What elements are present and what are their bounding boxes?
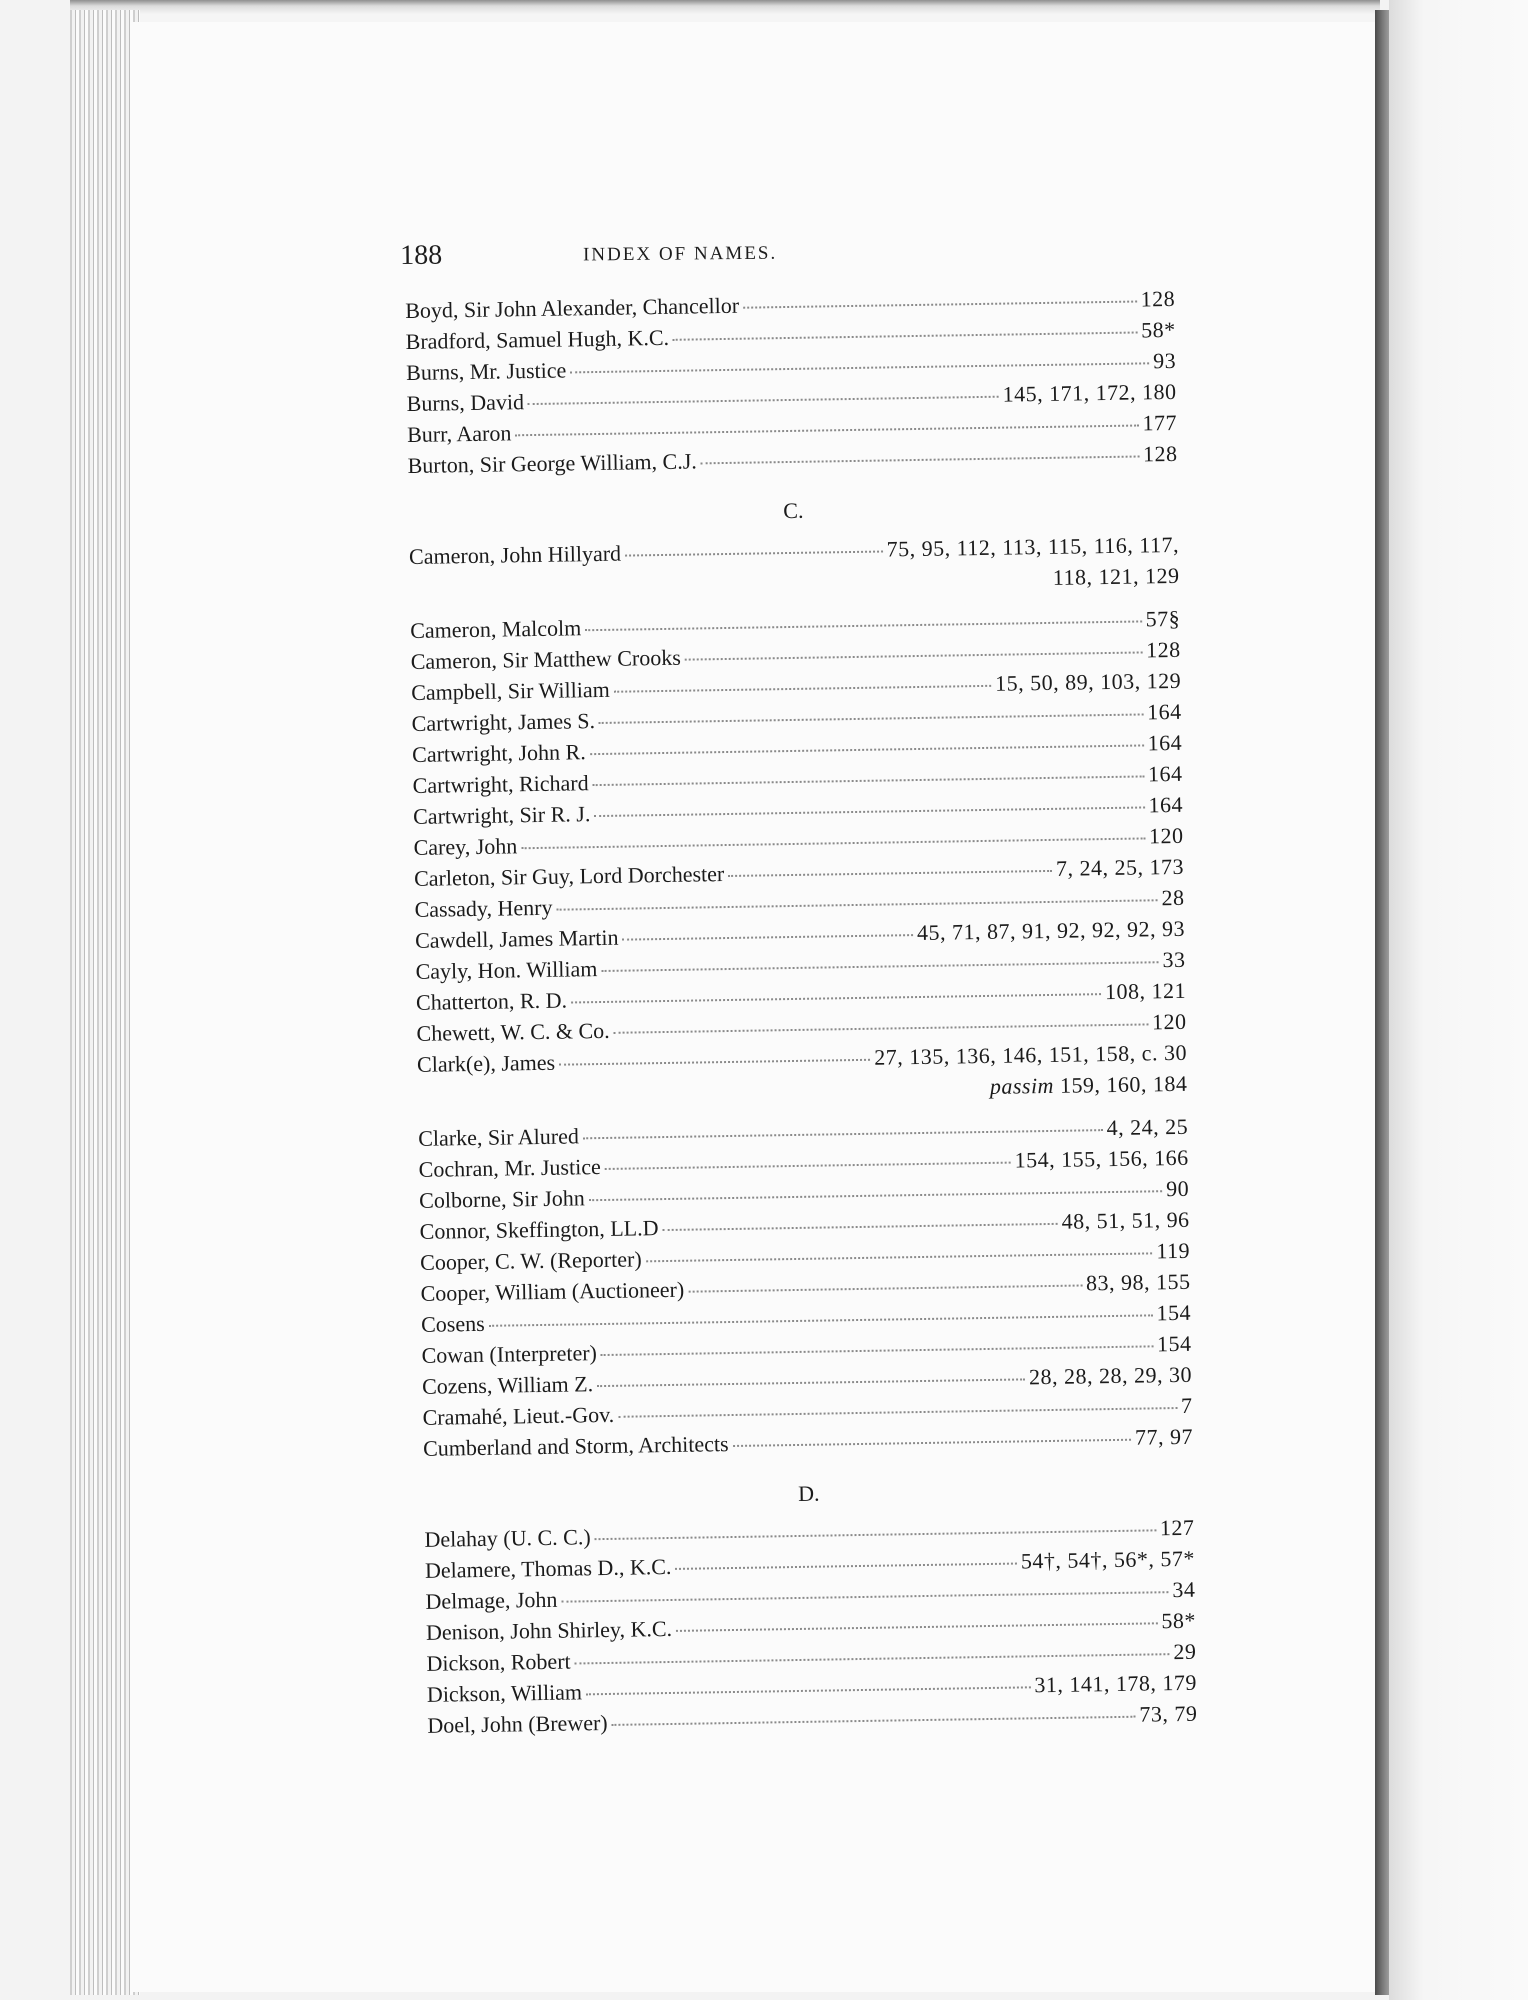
entry-name: Cawdell, James Martin (414, 924, 619, 953)
entry-pages: 127 (1159, 1514, 1195, 1541)
entry-name: Denison, John Shirley, K.C. (425, 1615, 673, 1645)
entry-pages: 73, 79 (1139, 1700, 1198, 1727)
entry-name: Cartwright, Sir R. J. (412, 801, 591, 829)
entry-name: Cochran, Mr. Justice (418, 1154, 601, 1182)
entry-continuation-pages: 118, 121, 129 (1052, 562, 1180, 590)
section-letter-c: C. (783, 497, 804, 524)
section-letter-d: D. (797, 1480, 820, 1506)
dot-leader (561, 1590, 1168, 1603)
dot-leader (612, 1715, 1136, 1726)
entry-pages: 128 (1140, 285, 1176, 312)
entry-pages: 34 (1172, 1576, 1196, 1603)
entry-pages: 177 (1142, 409, 1178, 436)
entry-name: Cosens (420, 1310, 485, 1337)
dot-leader (673, 331, 1137, 341)
dot-leader (583, 1128, 1103, 1139)
dot-leader (605, 1161, 1011, 1170)
entry-pages: 154 (1156, 1330, 1192, 1357)
entry-name: Burr, Aaron (406, 420, 512, 447)
entry-name: Bradford, Samuel Hugh, K.C. (405, 324, 670, 354)
book-gutter (1375, 10, 1389, 1995)
entry-name: Burns, Mr. Justice (405, 357, 567, 385)
entry-pages: 48, 51, 51, 96 (1061, 1206, 1190, 1234)
dot-leader (586, 1685, 1030, 1695)
dot-leader (585, 619, 1141, 631)
entry-name: Carleton, Sir Guy, Lord Dorchester (413, 861, 725, 891)
running-head: INDEX OF NAMES. (582, 242, 778, 266)
dot-leader (733, 1438, 1131, 1447)
entry-name: Cayly, Hon. William (415, 956, 598, 984)
book-top-edge (70, 0, 1380, 22)
entry-pages: 119 (1156, 1237, 1191, 1264)
entry-pages: 145, 171, 172, 180 (1002, 378, 1177, 407)
dot-leader (618, 1406, 1177, 1418)
dot-leader (663, 1222, 1058, 1231)
entry-name: Dickson, William (426, 1679, 583, 1707)
dot-leader (601, 960, 1158, 972)
entry-name: Cameron, Malcolm (410, 615, 582, 643)
entry-name: Cartwright, Richard (412, 770, 589, 798)
entry-name: Cameron, John Hillyard (408, 540, 622, 569)
index-section-c (409, 532, 1193, 1467)
dot-leader (701, 454, 1139, 464)
dot-leader (623, 933, 914, 941)
entry-name: Delamere, Thomas D., K.C. (424, 1553, 672, 1583)
dot-leader (575, 1652, 1170, 1664)
entry-name: Cassady, Henry (414, 894, 553, 922)
entry-continuation-pages: 159, 160, 184 (1059, 1070, 1188, 1098)
entry-name: Carey, John (413, 833, 518, 860)
entry-pages: 4, 24, 25 (1106, 1113, 1189, 1141)
entry-name: Cooper, William (Auctioneer) (420, 1276, 685, 1306)
entry-pages: 7 (1180, 1392, 1193, 1418)
entry-continuation-italic: passim (989, 1072, 1055, 1099)
dot-leader (688, 1283, 1082, 1292)
entry-name: Cramahé, Lieut.-Gov. (422, 1401, 615, 1430)
entry-pages: 164 (1147, 729, 1183, 756)
entry-pages: 75, 95, 112, 113, 115, 116, 117, (886, 531, 1180, 562)
index-section-b (405, 286, 1178, 484)
dot-leader (728, 869, 1052, 877)
dot-leader (590, 743, 1144, 755)
entry-pages: 154, 155, 156, 166 (1014, 1144, 1189, 1173)
entry-pages: 28, 28, 28, 29, 30 (1028, 1361, 1193, 1390)
entry-name: Delmage, John (425, 1586, 558, 1614)
entry-pages: 120 (1148, 822, 1184, 849)
entry-name: Boyd, Sir John Alexander, Chancellor (405, 292, 740, 323)
dot-leader (601, 1344, 1153, 1356)
dot-leader (570, 361, 1149, 373)
entry-pages: 57§ (1145, 605, 1181, 632)
entry-pages: 90 (1165, 1175, 1190, 1202)
entry-pages: 128 (1142, 440, 1178, 467)
dot-leader (594, 805, 1144, 817)
entry-pages: 164 (1147, 760, 1183, 787)
dot-leader (676, 1621, 1157, 1632)
dot-leader (625, 550, 883, 557)
entry-pages: 77, 97 (1134, 1423, 1194, 1450)
entry-name: Cooper, C. W. (Reporter) (419, 1246, 642, 1275)
dot-leader (528, 395, 999, 405)
dot-leader (571, 992, 1101, 1003)
dot-leader (593, 774, 1145, 786)
entry-name: Doel, John (Brewer) (427, 1709, 608, 1738)
entry-pages: 31, 141, 178, 179 (1034, 1669, 1198, 1698)
entry-name: Cartwright, James S. (411, 708, 596, 736)
facing-page (1389, 0, 1528, 2000)
entry-pages: 7, 24, 25, 173 (1055, 853, 1185, 881)
entry-pages: 28 (1161, 884, 1185, 911)
entry-name: Chatterton, R. D. (415, 987, 568, 1015)
entry-name: Cumberland and Storm, Architects (422, 1431, 729, 1461)
entry-pages: 128 (1145, 636, 1181, 663)
dot-leader (489, 1313, 1153, 1326)
index-of-names (405, 286, 1198, 1744)
entry-name: Clark(e), James (416, 1049, 556, 1077)
entry-pages: 29 (1173, 1638, 1197, 1665)
entry-name: Cartwright, John R. (411, 739, 586, 767)
dot-leader (559, 1058, 870, 1066)
dot-leader (614, 1022, 1148, 1033)
dot-leader (597, 1377, 1025, 1387)
entry-pages: 120 (1151, 1008, 1187, 1035)
entry-name: Burton, Sir George William, C.J. (407, 448, 697, 478)
entry-name: Cozens, William Z. (421, 1371, 594, 1399)
entry-pages: 15, 50, 89, 103, 129 (994, 667, 1182, 696)
dot-leader (646, 1251, 1153, 1262)
entry-name: Chewett, W. C. & Co. (416, 1017, 610, 1046)
entry-name: Cowan (Interpreter) (421, 1340, 598, 1368)
entry-pages: 154 (1156, 1299, 1192, 1326)
entry-pages: 164 (1148, 791, 1184, 818)
entry-name: Connor, Skeffington, LL.D (419, 1215, 659, 1244)
entry-pages: 54†, 54†, 56*, 57* (1020, 1545, 1196, 1574)
page-header (400, 233, 1160, 280)
page-number: 188 (400, 239, 443, 271)
dot-leader (515, 423, 1138, 436)
entry-name: Campbell, Sir William (411, 676, 610, 705)
dot-leader (556, 898, 1157, 910)
entry-pages: 58* (1161, 1607, 1197, 1634)
dot-leader (685, 650, 1142, 660)
dot-leader (521, 836, 1145, 849)
dot-leader (595, 1528, 1156, 1540)
dot-leader (599, 712, 1143, 724)
entry-name: Delahay (U. C. C.) (424, 1524, 591, 1552)
dot-leader (743, 300, 1137, 309)
entry-pages: 93 (1152, 347, 1177, 374)
entry-pages: 33 (1162, 946, 1186, 973)
dot-leader (589, 1189, 1162, 1201)
entry-pages: 58* (1140, 316, 1176, 343)
entry-name: Colborne, Sir John (418, 1185, 585, 1213)
entry-name: Clarke, Sir Alured (418, 1123, 580, 1151)
entry-pages: 108, 121 (1104, 977, 1187, 1005)
entry-pages: 83, 98, 155 (1085, 1268, 1191, 1296)
index-section-d (424, 1515, 1197, 1744)
dot-leader (675, 1562, 1017, 1570)
entry-pages: 27, 135, 136, 146, 151, 158, c. 30 (874, 1039, 1188, 1070)
entry-pages: 164 (1146, 698, 1182, 725)
entry-pages: 45, 71, 87, 91, 92, 92, 92, 93 (916, 915, 1186, 946)
entry-name: Cameron, Sir Matthew Crooks (410, 644, 681, 674)
entry-name: Dickson, Robert (426, 1648, 571, 1676)
dot-leader (614, 684, 991, 693)
entry-name: Burns, David (406, 389, 525, 416)
